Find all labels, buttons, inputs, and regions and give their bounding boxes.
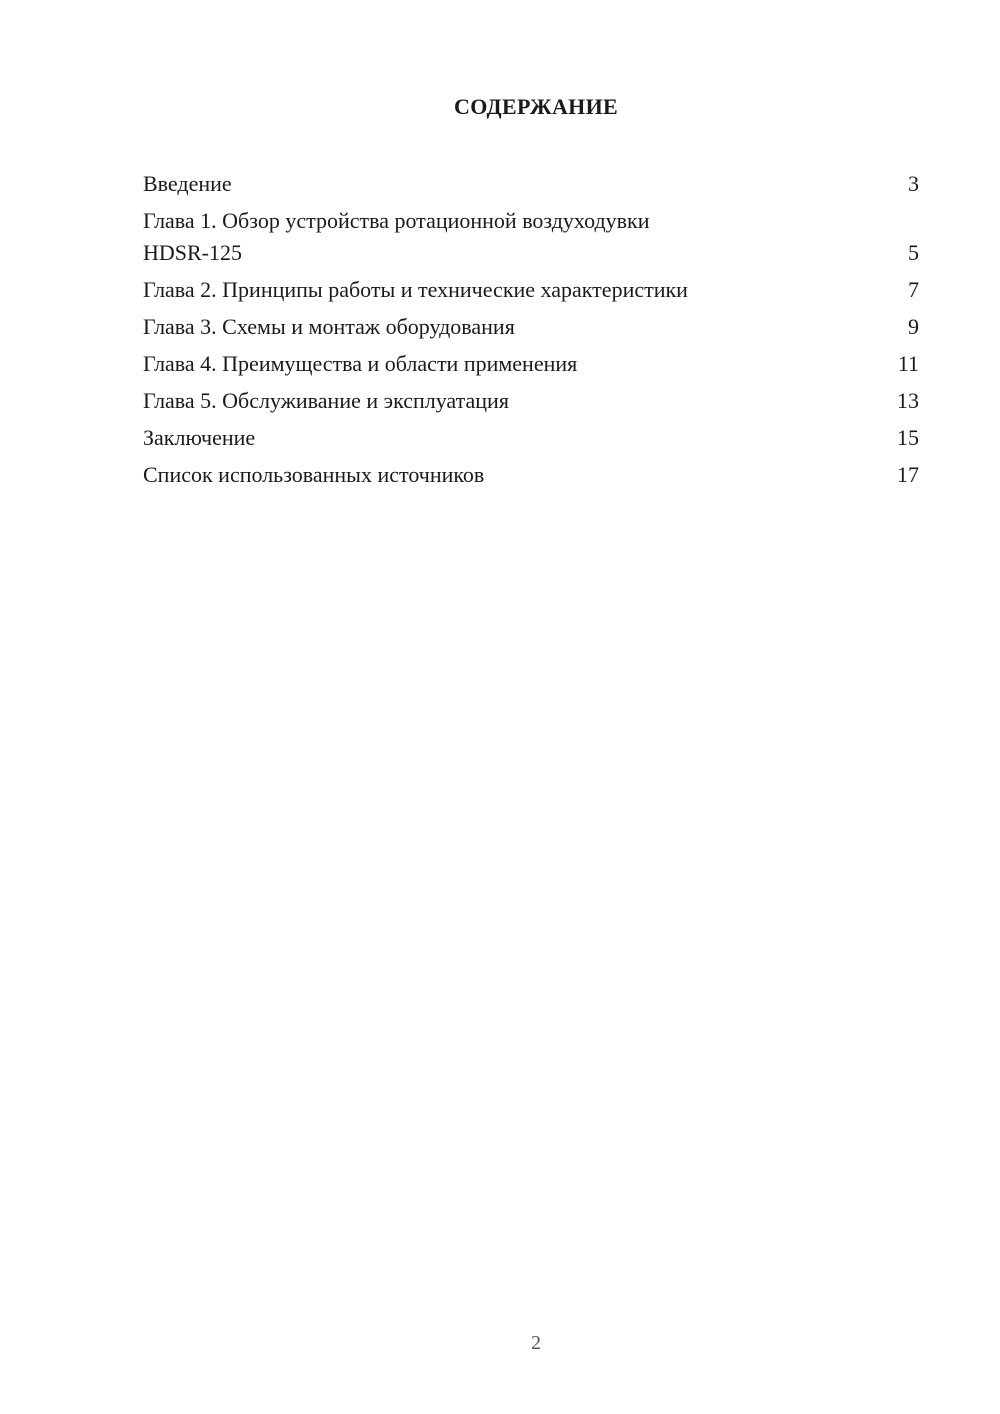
toc-entry-label-line: Введение	[143, 171, 232, 196]
toc-entry-chapter-4	[143, 348, 919, 380]
toc-entry-chapter-3	[143, 311, 919, 343]
toc-entry-label-line: Глава 3. Схемы и монтаж оборудования	[143, 314, 515, 339]
toc-title: СОДЕРЖАНИЕ	[454, 94, 618, 119]
toc-entry-label	[143, 385, 509, 417]
toc-entry-label-line: Глава 5. Обслуживание и эксплуатация	[143, 388, 509, 413]
toc-entry-introduction	[143, 168, 919, 200]
toc-entry-label	[143, 205, 650, 269]
toc-entry-label	[143, 311, 515, 343]
toc-entry-page: 15	[897, 425, 919, 450]
page-number: 2	[531, 1332, 541, 1354]
toc-entry-page: 5	[908, 240, 919, 265]
toc-entry-label-line: HDSR-125	[143, 240, 243, 265]
toc-entry-label	[143, 348, 577, 380]
toc-entry-label	[143, 422, 255, 454]
toc-entry-label	[143, 274, 688, 306]
toc-entry-label-line: Список использованных источников	[143, 462, 485, 487]
toc-entry-page: 3	[908, 171, 919, 196]
toc-entry-chapter-5	[143, 385, 919, 417]
toc-entry-label-line: Заключение	[143, 425, 256, 450]
toc-entry-references	[143, 459, 919, 491]
toc-entry-label	[143, 168, 232, 200]
toc-entry-label-line: Глава 2. Принципы работы и технические характеристики	[143, 277, 688, 302]
toc-entry-label-line: Глава 1. Обзор устройства ротационной воздуходувки	[143, 208, 650, 233]
toc-entry-page: 13	[897, 388, 919, 413]
toc-entry-label	[143, 459, 484, 491]
table-of-contents	[143, 168, 919, 496]
toc-entry-label-line: Глава 4. Преимущества и области применения	[143, 351, 578, 376]
toc-entry-page: 17	[897, 462, 919, 487]
toc-entry-page: 7	[908, 277, 919, 302]
toc-entry-chapter-1	[143, 205, 919, 269]
toc-entry-page: 11	[897, 351, 919, 376]
toc-entry-page: 9	[908, 314, 919, 339]
toc-entry-chapter-2	[143, 274, 919, 306]
toc-entry-conclusion	[143, 422, 919, 454]
